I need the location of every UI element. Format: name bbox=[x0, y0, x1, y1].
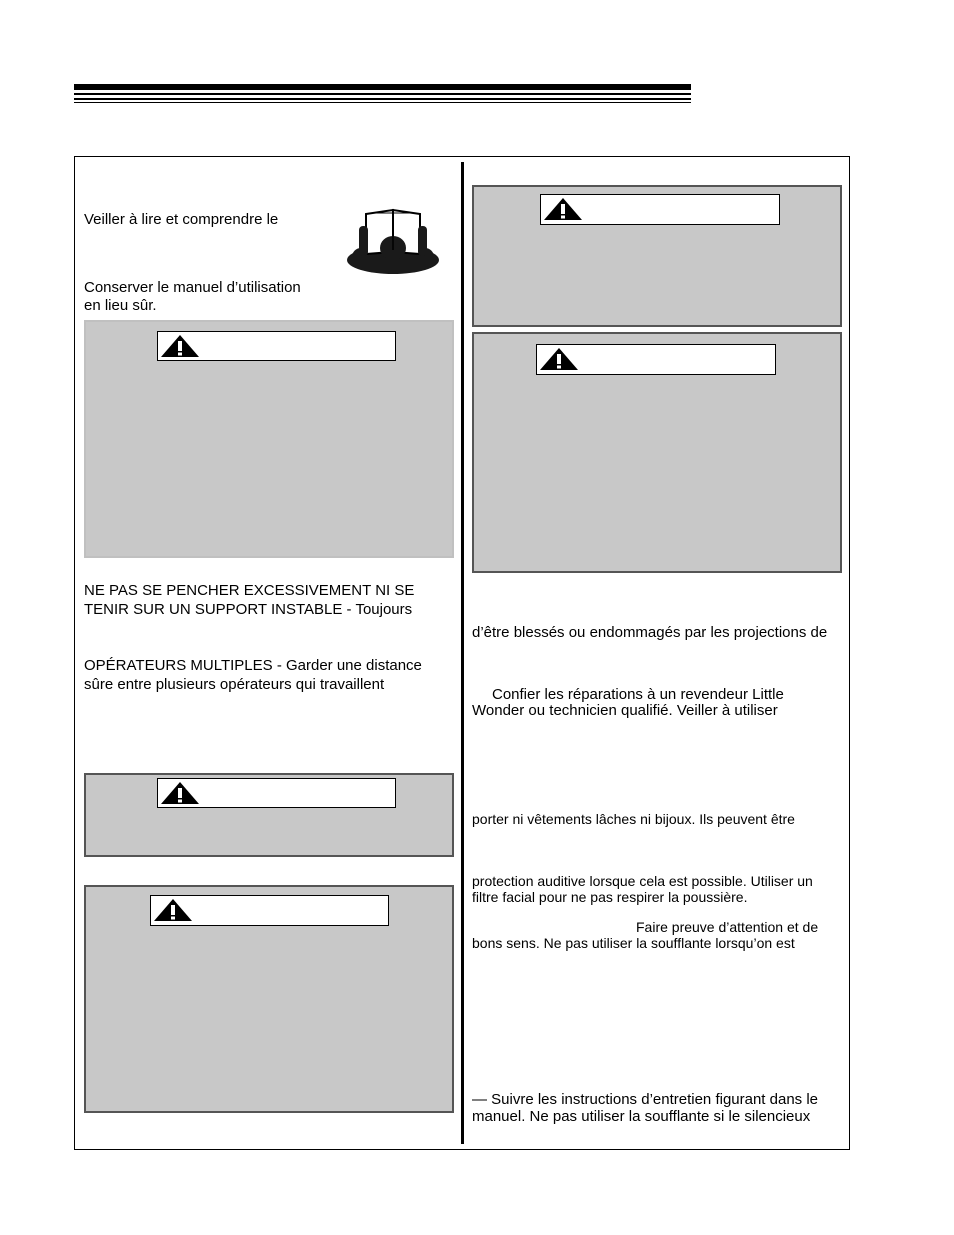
warning-triangle-icon bbox=[539, 347, 579, 371]
column-divider bbox=[461, 162, 464, 1144]
header-rule-thick bbox=[74, 84, 691, 90]
warning-triangle-icon bbox=[153, 898, 193, 922]
warning-triangle-icon bbox=[160, 334, 200, 358]
debris-text: d’être blessés ou endommagés par les projections de bbox=[472, 624, 828, 641]
overreach-text-1: NE PAS SE PENCHER EXCESSIVEMENT NI SE bbox=[84, 582, 415, 599]
attention-text-1: Faire preuve d’attention et de bbox=[636, 919, 819, 935]
warning-header-3 bbox=[150, 895, 389, 926]
multiple-operators-text-1: OPÉRATEURS MULTIPLES - Garder une distance bbox=[84, 657, 422, 674]
warning-triangle-icon bbox=[543, 197, 583, 221]
keep-manual-text-2: en lieu sûr. bbox=[84, 297, 157, 314]
multiple-operators-text-2: sûre entre plusieurs opérateurs qui travaillent bbox=[84, 676, 385, 693]
warning-header-5 bbox=[536, 344, 776, 375]
hearing-protection-text-1: protection auditive lorsque cela est possible. Utiliser un bbox=[472, 873, 813, 889]
header-rule-thin-2 bbox=[74, 98, 691, 100]
hearing-protection-text-2: filtre facial pour ne pas respirer la poussière. bbox=[472, 889, 748, 905]
keep-manual-text-1: Conserver le manuel d’utilisation bbox=[84, 279, 301, 296]
clothing-text: porter ni vêtements lâches ni bijoux. Ils peuvent être bbox=[472, 811, 795, 827]
warning-header-1 bbox=[157, 331, 396, 361]
repair-text-2: Wonder ou technicien qualifié. Veiller à utiliser bbox=[472, 702, 778, 719]
maintenance-text-1: — Suivre les instructions d’entretien figurant dans le bbox=[472, 1091, 819, 1108]
warning-box-5 bbox=[472, 332, 842, 573]
maintenance-text-2: manuel. Ne pas utiliser la soufflante si le silencieux bbox=[472, 1108, 811, 1125]
warning-header-4 bbox=[540, 194, 780, 225]
warning-header-2 bbox=[157, 778, 396, 808]
warning-box-4 bbox=[472, 185, 842, 327]
overreach-text-2: TENIR SUR UN SUPPORT INSTABLE - Toujours bbox=[84, 601, 413, 618]
repair-text-1: Confier les réparations à un revendeur Little bbox=[492, 686, 784, 703]
warning-box-3 bbox=[84, 885, 454, 1113]
header-rule-thin-3 bbox=[74, 102, 691, 103]
read-manual-text: Veiller à lire et comprendre le bbox=[84, 211, 279, 228]
warning-box-1 bbox=[84, 320, 454, 558]
person-reading-manual-icon bbox=[346, 208, 440, 278]
warning-triangle-icon bbox=[160, 781, 200, 805]
attention-text-2: bons sens. Ne pas utiliser la soufflante lorsqu’on est bbox=[472, 935, 795, 951]
header-rule-thin-1 bbox=[74, 93, 691, 95]
warning-box-2 bbox=[84, 773, 454, 857]
